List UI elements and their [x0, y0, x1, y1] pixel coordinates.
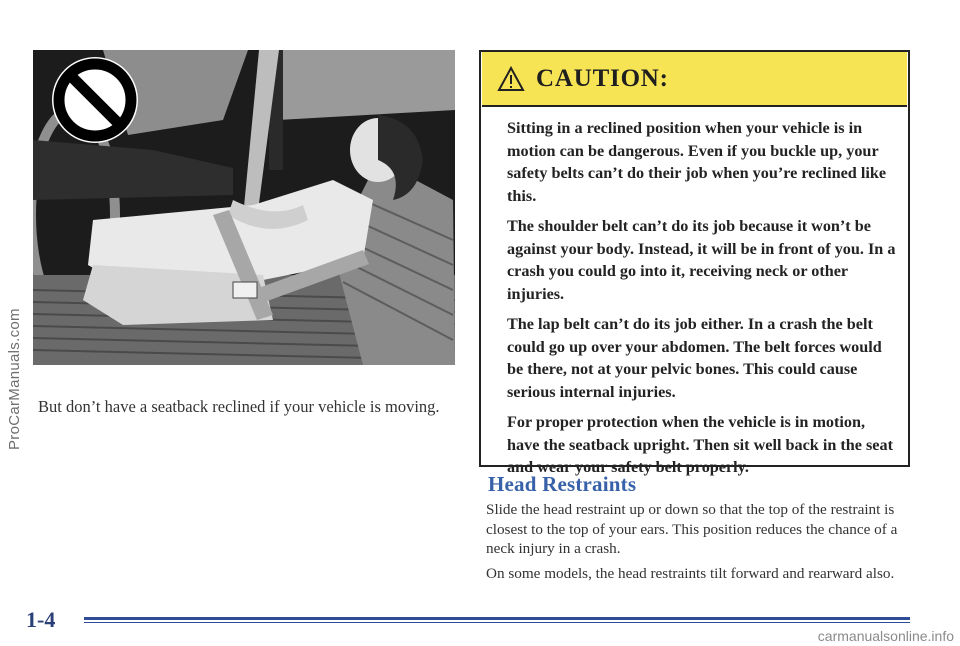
footer-rule: [84, 617, 910, 627]
reclined-seat-illustration: [33, 50, 455, 365]
warning-triangle-icon: [497, 66, 525, 92]
section-paragraph: On some models, the head restraints tilt forward and rearward also.: [486, 564, 895, 582]
caution-paragraph: For proper protection when the vehicle is in motion, have the seatback upright. Then sit well back in the seat and wear your safety belt properly.: [507, 413, 893, 476]
side-watermark: ProCarManuals.com: [6, 308, 23, 450]
prohibition-icon: [52, 57, 138, 143]
caution-paragraph: Sitting in a reclined position when your vehicle is in motion can be dangerous. Even if you buckle up, your safety belts can’t do their job when you’re reclined like this.: [507, 119, 887, 205]
section-heading: Head Restraints: [488, 472, 637, 496]
bottom-watermark: carmanualsonline.info: [817, 628, 954, 644]
caution-header: [482, 52, 907, 107]
page-number: 1-4: [26, 607, 56, 632]
left-caption: But don’t have a seatback reclined if your vehicle is moving.: [38, 397, 440, 416]
section-paragraph: Slide the head restraint up or down so that the top of the restraint is closest to the top of your ears. This position reduces the chance of a neck injury in a crash.: [486, 501, 898, 557]
caution-paragraph: The lap belt can’t do its job either. In a crash the belt could go up over your abdomen. The belt forces would be there, not at your pelvic bones. This could cause serious internal injuries.: [507, 315, 882, 401]
section-body: [486, 500, 926, 588]
caution-paragraph: The shoulder belt can’t do its job because it won’t be against your body. Instead, it will be in front of you. In a crash you could go into it, receiving neck or other injuries.: [507, 217, 896, 303]
caution-body: [481, 107, 908, 479]
caution-title: CAUTION:: [536, 64, 669, 92]
caution-box: [479, 50, 910, 476]
